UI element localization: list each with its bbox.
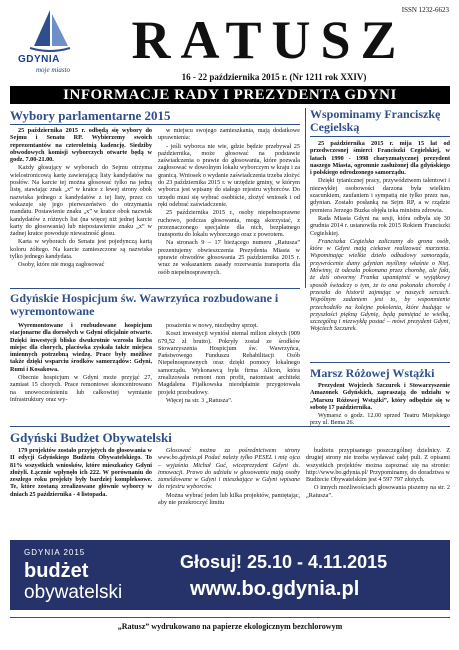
issn-number: ISSN 1232-6623 xyxy=(401,6,449,14)
gdynia-logo xyxy=(10,4,90,80)
paragraph: Na stronach 9 – 17 bieżącego numeru „Ratusza” prezentujemy obwieszczenia Prezydenta Miasta w sprawie obwodów głosowania 25 października 2015 r. wraz ze wskazaniem zasady rozerwania transportu dla osób niepełnosprawnych. xyxy=(158,239,300,276)
paragraph: O innych możliwościach głosowania piszemy na str. 2 „Ratusza”. xyxy=(306,484,450,499)
paragraph: Osoby, które nie mogą zagłosować xyxy=(18,261,105,269)
header-banner: INFORMACJE RADY I PREZYDENTA GDYNI xyxy=(10,86,450,104)
newspaper-title: RATUSZ xyxy=(131,10,407,70)
article-march-heading: Marsz Różowej Wstążki xyxy=(310,366,435,380)
ad-small-text: GDYNIA 2015 xyxy=(24,548,86,557)
ship-icon xyxy=(28,8,72,52)
ad-budget-word: budżet xyxy=(24,560,89,582)
divider xyxy=(310,136,450,137)
paragraph: Prezydent Wojciech Szczurek i Stowarzyszenie Amazonek Gdyńskich, zapraszają do udziału w „Marszu Różowej Wstążki”, który odbędzie się w sobotę 17 października. xyxy=(310,382,450,411)
ad-citizen-word: obywatelski xyxy=(24,582,123,603)
paragraph: Wymarsz o godz. 12.00 sprzed Teatru Miejskiego przy ul. Bema 26. xyxy=(310,412,450,427)
paragraph: 25 października 2015 r. odbędą się wybory do Sejmu i Senatu RP. Wybierzemy swoich reprezentantów na czteroletnią kadencję. Siedziby obwodowych komisji wyborczych otwarte będą w godz. 7.00-21.00. xyxy=(10,127,152,164)
divider xyxy=(10,124,300,125)
paragraph: posażeniu w nowy, niezbędny sprzęt. xyxy=(166,322,259,329)
paragraph: Rada Miasta Gdyni na sesji, która odbyła się 30 grudnia 2014 r. ustanowiła rok 2015 Rokiem Franciszki Cegielskiej. xyxy=(310,214,450,237)
article-budget-col2 xyxy=(158,447,300,535)
article-budget-heading: Gdyński Budżet Obywatelski xyxy=(10,430,172,445)
ad-website-link[interactable]: www.bo.gdynia.pl xyxy=(190,578,360,600)
paragraph: Więcej na str. 3 „Ratusza”. xyxy=(166,396,233,404)
ad-vote-dates: Głosuj! 25.10 - 4.11.2015 xyxy=(180,552,388,572)
article-cegielska-body xyxy=(310,140,450,358)
paragraph: Można wybrać jeden lub kilka projektów, pamiętając, aby nie przekroczyć limitu xyxy=(158,491,300,507)
divider xyxy=(310,362,450,363)
paragraph: 179 projektów zostało przyjętych do głosowania w II edycji Gdyńskiego Budżetu Obywatelskiego. To 81% wszystkich wniosków, które mieszkańcy Gdyni złożyli. Łącznie wpłynęło ich 222. W porównaniu do zeszłego roku projekty były bardziej kompleksowe. Te, które zostaną zrealizowane głównie wyborcy w dniach 25 października - 4 listopada. xyxy=(10,447,152,498)
article-hospice-col1 xyxy=(10,322,152,402)
paragraph: Głosować można za pośrednictwem strony www.bo.gdynia.pl Podać należy tylko PESEL i mię ojca – wyjaśnia Michał Guć, wiceprezydent Gdyni ds. innowacji. Prawo do udziału w głosowaniu mają osoby zameldowane w Gdyni i mieszkające w Gdyni wpisane do rejestru wyborców. xyxy=(158,447,300,491)
article-elections-heading: Wybory parlamentarne 2015 xyxy=(10,108,171,123)
paragraph: 25 października 2015 r. mija 15 lat od przedwczesnej śmierci Franciszki Cegielskiej, w latach 1990 - 1998 charyzmatycznej prezydent naszego Miasta, ogromnie zasłużonej dla gdyńskiego i polskiego odrodzonego samorządu. xyxy=(310,140,450,177)
paragraph: Dzięki tytanicznej pracy, przywództwem talentowi i niezwykłej osobowości darzona była wielkim szacunkiem, zaufaniem i sympatią nie tylko przez nas, gdynian. Zostało posłanką na Sejm RP, a w rządzie premiera Jerzego Buzka objęła teka ministra zdrowia. xyxy=(310,177,450,214)
budget-advertisement[interactable] xyxy=(10,540,450,610)
paragraph: Franciszka Cegielska zaliczamy do grona osób, które w Gdyni mają ciekawe realizować marzenia. Wspominając wielkie dzieło odbudowy samorządu, przywrócenie dumy gdynian myślimy właśnie o Niej. Mówimy, iż odeszła pokonana przez chorobę, ale fakt, że dziś otwormy Franka upamiętnić w wyjątkowy sposób świadczy o tym, że to ona pokonała chorobę i przeszła do historii zajmując w naszych sercach. Wspólnym zadaniem jest to, by wspomnienie przechodziło na kolejne pokolenia, które budując w przyszłości piękną Gdynię, będą pamiętać te wielką, szczególną i niezwykłą postać – mówi prezydent Gdyni, Wojciech Szczurek. xyxy=(310,237,450,333)
article-cegielska-heading: Wspominamy Franciszkę Cegielską xyxy=(310,107,441,134)
logo-name: GDYNIA xyxy=(18,54,60,65)
paragraph: budżetu przypisanego poszczególnej dzielnicy. Z drugiej strony nie trzeba wydawać całej puli. Z opisami wszystkich projektów można zapoznać się na stronie: http://www.bo.gdynia.pl/ Przypominamy, do doradztwa w Budżecie Obywatelskim jest 4 597 797 złotych. xyxy=(306,447,450,484)
paragraph: w miejscu swojego zamieszkania, mają dodatkowe uprawnienia: xyxy=(158,127,300,142)
article-march-body xyxy=(310,382,450,427)
paragraph: Karta w wyborach do Senatu jest pojedynczą kartą koloru żółtego. Na karcie zamieszczone są nazwiska tylko jednego kandydata. xyxy=(10,238,152,261)
divider xyxy=(10,617,450,618)
paragraph: Wyremontowane i rozbudowane hospicjum stacjonarne dla dorosłych w Gdyni oficjalnie otwarte. Dzięki inwestycji blisko dwukrotnie wzrosła liczba miejsc dla chorych, placówka zyskała także miejsca imiennych potrzebną wiedzę. Prace były możliwe także dzięki wsparciu środków samorządów: Gdyni, Rumi i Kosakowa. xyxy=(10,322,152,373)
article-budget-col3 xyxy=(306,447,450,535)
logo-slogan: moje miasto xyxy=(36,66,71,74)
issue-info: 16 - 22 października 2015 r. (Nr 1211 rok XXIV) xyxy=(181,72,367,82)
paragraph: Każdy głosujący w wyborach do Sejmu otrzyma wielostronicową kartę zawierającą listy kandydatów na posłów. Na karcie tej można głosować tylko na jedną listę, stawiając znak „x” w kratce z lewej strony obok nazwiska jednego z kandydatów z tej listy, przez co wskazuje się jego pierwszeństwo do otrzymania mandatu. Postawienie znaku „x” w kratce obok nazwisk kandydatów z różnych list (na więcej niż jednej karcie karty do głosowania) lub niepostawienie znaku „x” w żadnej kratce powoduje nieważność głosu. xyxy=(10,164,152,238)
paragraph: Koszt inwestycji wyniósł niemal milion złotych (909 679,52 zł brutto). Pokryły został ze środków Stowarzyszenia Hospicjum św. Wawrzyńca, Państwowego Funduszu Rehabilitacji Osób Niepełnosprawnych oraz dzięki pomocy lokalnego samorządu. Wykonawcą była firma Allcon, która zrealizowała remont non profit, natomiast architekt Magdalena Fijałkowska nieodpłatnie przygotowała projekt przebudowy. xyxy=(158,330,300,396)
article-elections-col2 xyxy=(158,127,300,283)
article-hospice-col2 xyxy=(158,322,300,402)
column-divider xyxy=(305,108,306,288)
footer-note: „Ratusz” wydrukowano na papierze ekologicznym bezchlorowym xyxy=(117,622,343,631)
article-elections-col1 xyxy=(10,127,152,283)
paragraph: - jeśli wyborca nie wie, gdzie będzie przebywał 25 października, może głosować na podstawie zaświadczenia o prawie do głosowania, które pozwala zagłosować w dowolnym lokalu wyborczym w kraju i za granicą. Wniosek o wydanie zaświadczenia trzeba złożyć do 23 października 2015 r. w urzędzie gminy, w którym wyborca jest wpisany do stałego rejestru wyborców. Do urzędu musi się wybrać osobiście, złożyć wniosek i od ręki odebrać zaświadczenie. xyxy=(158,142,300,208)
paragraph: 25 października 2015 r., osoby niepełnosprawne ruchowo, podczas głosowania, mogą skorzystać, z przeznaczonego specjalnie dla nich, bezpłatnego transportu do lokalu wyborczego oraz z powrotem. xyxy=(158,209,300,239)
article-hospice-heading: Gdyńskie Hospicjum św. Wawrzyńca rozbudowane i wyremontowane xyxy=(10,291,279,318)
paragraph: Obecnie hospicjum w Gdyni może przyjąć 27, zamiast 15 chorych. Prace remontowe skoncentrowano na unowocześnieniu lub całkowitej wymianie infrastruktury oraz wy- xyxy=(10,374,152,403)
article-budget-col1 xyxy=(10,447,152,535)
divider xyxy=(10,288,300,289)
divider xyxy=(10,426,450,427)
